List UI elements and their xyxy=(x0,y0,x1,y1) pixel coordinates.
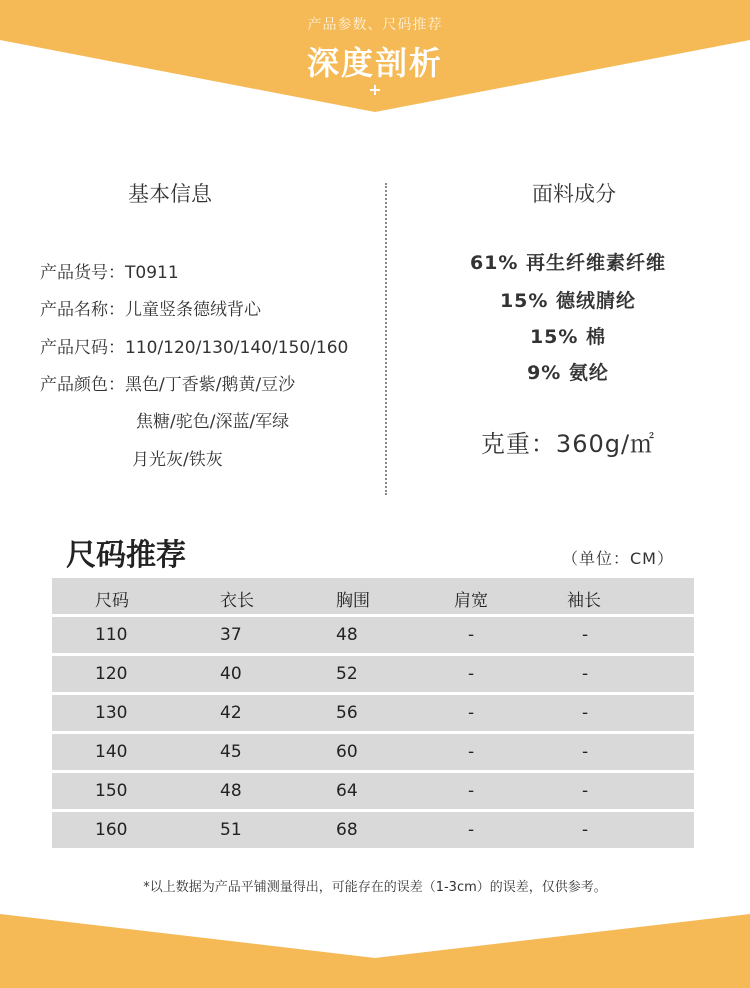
table-cell: 45 xyxy=(220,742,242,762)
info-item-colors: 产品颜色：黑色/丁香紫/鹅黄/豆沙 xyxy=(40,375,296,395)
fabric-weight: 克重：360g/㎡ xyxy=(480,430,656,458)
table-cell: 110 xyxy=(95,625,128,645)
info-item-sizes: 产品尺码：110/120/130/140/150/160 xyxy=(40,338,349,358)
table-cell: - xyxy=(582,625,589,645)
table-header-cell: 衣长 xyxy=(220,591,254,611)
table-cell: 120 xyxy=(95,664,128,684)
info-item-name: 产品名称：儿童竖条德绒背心 xyxy=(40,300,261,320)
table-cell: 40 xyxy=(220,664,242,684)
table-cell: - xyxy=(468,703,475,723)
size-table-unit: （单位：CM） xyxy=(562,549,674,568)
info-colors-cont-1: 焦糖/驼色/深蓝/军绿 xyxy=(136,412,290,432)
table-cell: 160 xyxy=(95,820,128,840)
table-cell: 42 xyxy=(220,703,242,723)
table-header-cell: 袖长 xyxy=(567,591,601,611)
table-cell: 48 xyxy=(336,625,358,645)
table-cell: - xyxy=(582,781,589,801)
table-row xyxy=(52,617,694,653)
basic-info-heading: 基本信息 xyxy=(128,182,212,206)
table-cell: - xyxy=(468,625,475,645)
banner-subtitle: 产品参数、尺码推荐 xyxy=(307,17,443,33)
banner-title: 深度剖析 xyxy=(306,44,443,82)
table-header-cell: 尺码 xyxy=(95,591,129,611)
table-row xyxy=(52,734,694,770)
table-cell: - xyxy=(468,781,475,801)
top-banner xyxy=(0,0,750,112)
size-table-title: 尺码推荐 xyxy=(66,538,186,573)
table-cell: - xyxy=(582,703,589,723)
table-cell: 52 xyxy=(336,664,358,684)
info-colors-cont-2: 月光灰/铁灰 xyxy=(132,450,223,470)
measurement-note: *以上数据为产品平铺测量得出，可能存在的误差（1-3cm）的误差，仅供参考。 xyxy=(143,880,607,895)
table-cell: 64 xyxy=(336,781,358,801)
table-cell: - xyxy=(582,742,589,762)
table-cell: - xyxy=(582,664,589,684)
table-header-row xyxy=(52,578,694,614)
table-cell: 60 xyxy=(336,742,358,762)
table-cell: 150 xyxy=(95,781,128,801)
info-item-number: 产品货号：T0911 xyxy=(40,263,179,283)
table-cell: 68 xyxy=(336,820,358,840)
table-cell: - xyxy=(468,742,475,762)
table-row xyxy=(52,695,694,731)
size-table xyxy=(52,578,694,851)
table-cell: 37 xyxy=(220,625,242,645)
table-cell: 56 xyxy=(336,703,358,723)
table-row xyxy=(52,773,694,809)
table-cell: 130 xyxy=(95,703,128,723)
table-row xyxy=(52,656,694,692)
bottom-banner xyxy=(0,908,750,988)
fabric-component: 15% 德绒腈纶 xyxy=(499,290,637,312)
table-cell: 51 xyxy=(220,820,242,840)
table-cell: - xyxy=(468,664,475,684)
fabric-heading: 面料成分 xyxy=(532,182,616,206)
plus-icon: + xyxy=(368,80,382,99)
fabric-component: 61% 再生纤维素纤维 xyxy=(469,252,667,274)
footer-shape xyxy=(0,908,750,988)
table-header-cell: 肩宽 xyxy=(454,591,488,611)
table-row xyxy=(52,812,694,848)
table-cell: 48 xyxy=(220,781,242,801)
table-cell: - xyxy=(582,820,589,840)
fabric-component: 15% 棉 xyxy=(529,326,607,348)
table-cell: 140 xyxy=(95,742,128,762)
fabric-component: 9% 氨纶 xyxy=(527,362,609,384)
table-cell: - xyxy=(468,820,475,840)
table-header-cell: 胸围 xyxy=(336,591,370,611)
